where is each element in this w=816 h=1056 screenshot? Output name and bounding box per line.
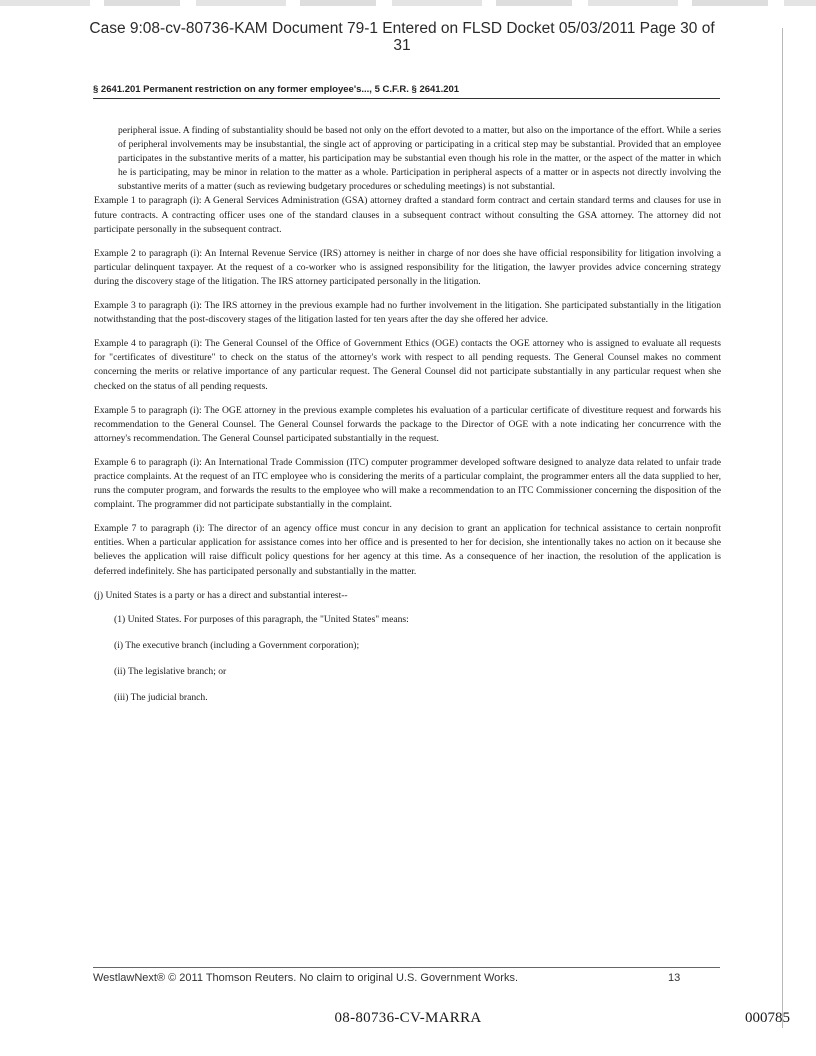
subitem-1: (1) United States. For purposes of this paragraph, the "United States" means: (114, 613, 409, 625)
westlaw-page-number: 13 (668, 972, 681, 984)
westlaw-copyright: WestlawNext® © 2011 Thomson Reuters. No claim to original U.S. Government Works. (93, 972, 518, 984)
citation-divider (93, 98, 720, 99)
scan-margin-line (782, 28, 783, 1028)
subitem-judicial: (iii) The judicial branch. (114, 692, 208, 703)
subitem-executive: (i) The executive branch (including a Government corporation); (114, 639, 360, 651)
example-6: Example 6 to paragraph (i): An International Trade Commission (ITC) computer programmer developed software designed to analyze data related to unfair trade practice complaints. At the request of an ITC employee who is considering the merits of a particular complaint, the programmer enters all the data supplied to her, runs the computer program, and forwards the results to the employee who will make a recommendation to an ITC Commissioner concerning the disposition of the complaint. The programmer did not participate substantially in the complaint. (94, 456, 721, 511)
paragraph-j: (j) United States is a party or has a direct and substantial interest-- (94, 589, 348, 601)
westlaw-citation: § 2641.201 Permanent restriction on any former employee's..., 5 C.F.R. § 2641.201 (93, 84, 460, 95)
continuation-paragraph: peripheral issue. A finding of substantiality should be based not only on the effort devoted to a matter, but also on the importance of the effort. While a series of peripheral involvements may be insubstantial, the single act of approving or participating in a critical step may be substantial. Provided that an employee participates in the substantive merits of a matter, his participation may be substantial even though his role in the matter, or the aspect of the matter in which he is participating, may be minor in relation to the matter as a whole. Participation in peripheral aspects of a matter or in aspects not directly involving the substantive merits of a matter (such as reviewing budgetary procedures or scheduling meetings) is not substantial. (118, 125, 721, 193)
bates-case-number: 08-80736-CV-MARRA (334, 1010, 482, 1026)
case-header-line: Case 9:08-cv-80736-KAM Document 79-1 Entered on FLSD Docket 05/03/2011 Page 30 of (89, 20, 715, 37)
footer-divider (93, 967, 720, 968)
scan-edge-artifact (0, 0, 816, 6)
example-1: Example 1 to paragraph (i): A General Services Administration (GSA) attorney drafted a standard form contract and certain standard terms and clauses for use in future contracts. A contracting officer uses one of the standard clauses in a subsequent contract without consulting the GSA attorney. The attorney did not participate personally in the subsequent contract. (94, 195, 721, 235)
bates-number: 000785 (745, 1010, 790, 1026)
subitem-legislative: (ii) The legislative branch; or (114, 665, 227, 677)
document-body (94, 124, 721, 717)
court-filing-header (62, 20, 742, 54)
example-3: Example 3 to paragraph (i): The IRS attorney in the previous example had no further involvement in the litigation. She participated substantially in the litigation notwithstanding that the post-discovery stages of the litigation lasted for ten years after the day she offered her advice. (94, 300, 721, 326)
example-7: Example 7 to paragraph (i): The director of an agency office must concur in any decision to grant an application for technical assistance to certain nonprofit entities. When a particular application for assistance comes into her office and is presented to her for decision, she intentionally takes no action on it because she believes the application will raise difficult policy questions for her agency at this time. As a consequence of her inaction, the resolution of the application is deferred indefinitely. She has participated personally and substantially in the matter. (94, 523, 721, 577)
example-2: Example 2 to paragraph (i): An Internal Revenue Service (IRS) attorney is neither in charge of nor does she have official responsibility for litigation involving a particular delinquent taxpayer. At the request of a co-worker who is assigned responsibility for the litigation, the lawyer provides advice concerning strategy during the discovery stage of the litigation. The IRS attorney participated personally in the litigation. (94, 247, 721, 287)
example-4: Example 4 to paragraph (i): The General Counsel of the Office of Government Ethics (OGE) contacts the OGE attorney who is assigned to evaluate all requests for "certificates of divestiture" to check on the status of the attorney's work with respect to all pending requests. The General Counsel makes no comment concerning the merits or relative importance of any particular request. The General Counsel did not participate substantially in any particular request when she checked on the status of all pending requests. (94, 338, 721, 392)
case-header-page-total: 31 (393, 37, 411, 54)
example-5: Example 5 to paragraph (i): The OGE attorney in the previous example completes his evaluation of a particular certificate of divestiture request and forwards his recommendation to the General Counsel. The General Counsel forwards the package to the Director of OGE with a note indicating her concurrence with the attorney's recommendation. The General Counsel participated substantially in the request. (94, 404, 721, 444)
